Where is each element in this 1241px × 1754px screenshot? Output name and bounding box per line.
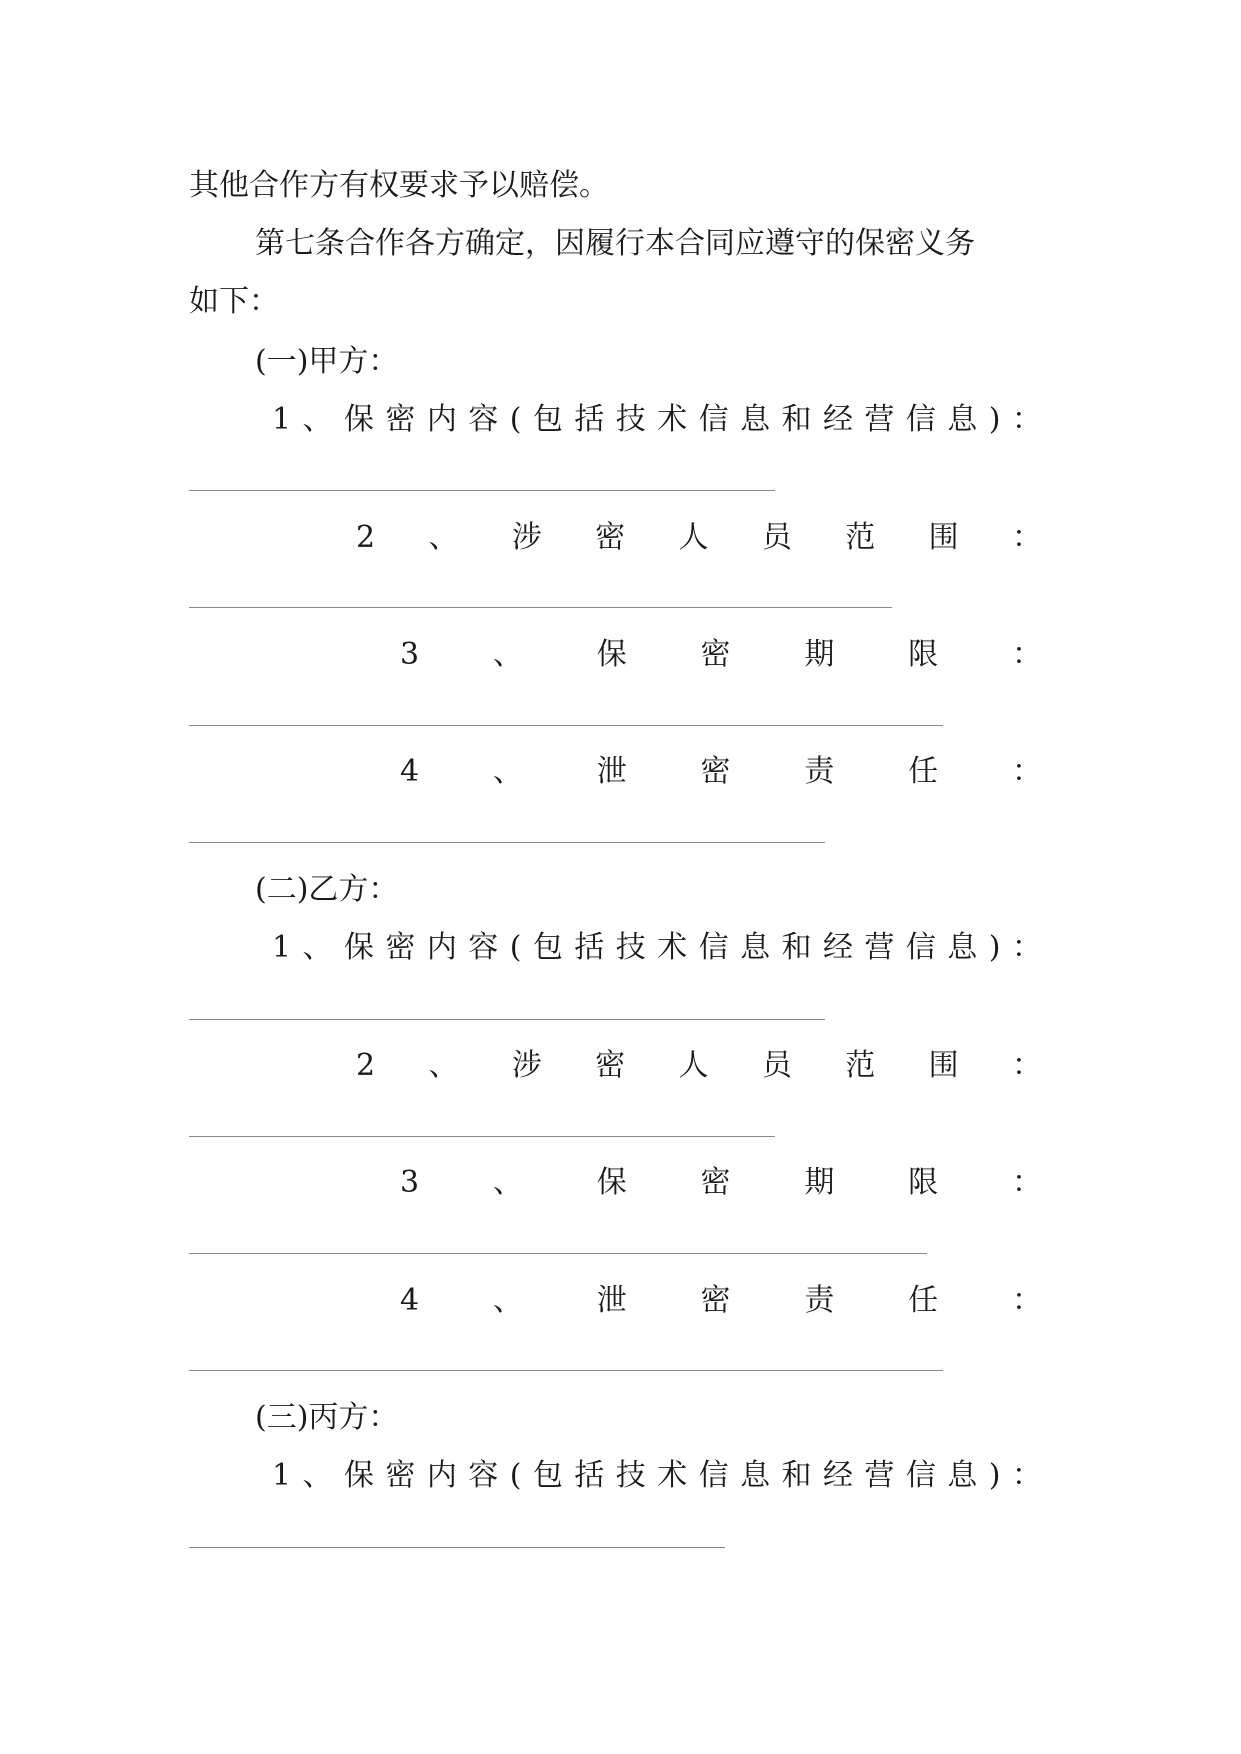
party-a-item-2-fill-line[interactable]	[189, 607, 892, 608]
party-b-item-2-fill-line[interactable]	[189, 1136, 775, 1137]
party-b-item-3-fill-line[interactable]	[189, 1253, 927, 1254]
party-a-item-3-fill-line[interactable]	[189, 725, 943, 726]
paragraph-article-7-line2: 如下：	[189, 284, 279, 319]
party-b-item-1-fill-line[interactable]	[189, 1019, 825, 1020]
party-b-item-3-period-label: 3 、 保 密 期 限 ：	[400, 1165, 1042, 1200]
paragraph-article-7-line1: 第七条合作各方确定，因履行本合同应遵守的保密义务	[255, 226, 975, 261]
party-a-item-3-period-label: 3 、 保 密 期 限 ：	[400, 637, 1042, 672]
party-b-item-4-liability-label: 4 、 泄 密 责 任 ：	[400, 1283, 1042, 1318]
section-heading-party-b: (二)乙方：	[255, 872, 399, 907]
party-b-item-2-personnel-label: 2 、 涉 密 人 员 范 围 ：	[356, 1048, 1042, 1083]
party-b-item-1-content-label: 1 、 保 密 内 容 ( 包 括 技 术 信 息 和 经 营 信 息 ) ：	[272, 930, 1042, 965]
party-a-item-1-fill-line[interactable]	[189, 490, 775, 491]
party-a-item-4-fill-line[interactable]	[189, 842, 825, 843]
party-a-item-1-content-label: 1 、 保 密 内 容 ( 包 括 技 术 信 息 和 经 营 信 息 ) ：	[272, 402, 1042, 437]
paragraph-compensation: 其他合作方有权要求予以赔偿。	[189, 168, 609, 203]
section-heading-party-a: (一)甲方：	[255, 344, 399, 379]
party-a-item-2-personnel-label: 2 、 涉 密 人 员 范 围 ：	[356, 520, 1042, 555]
party-b-item-4-fill-line[interactable]	[189, 1370, 943, 1371]
party-c-item-1-content-label: 1 、 保 密 内 容 ( 包 括 技 术 信 息 和 经 营 信 息 ) ：	[272, 1458, 1042, 1493]
party-c-item-1-fill-line[interactable]	[189, 1547, 725, 1548]
section-heading-party-c: (三)丙方：	[255, 1400, 399, 1435]
party-a-item-4-liability-label: 4 、 泄 密 责 任 ：	[400, 754, 1042, 789]
